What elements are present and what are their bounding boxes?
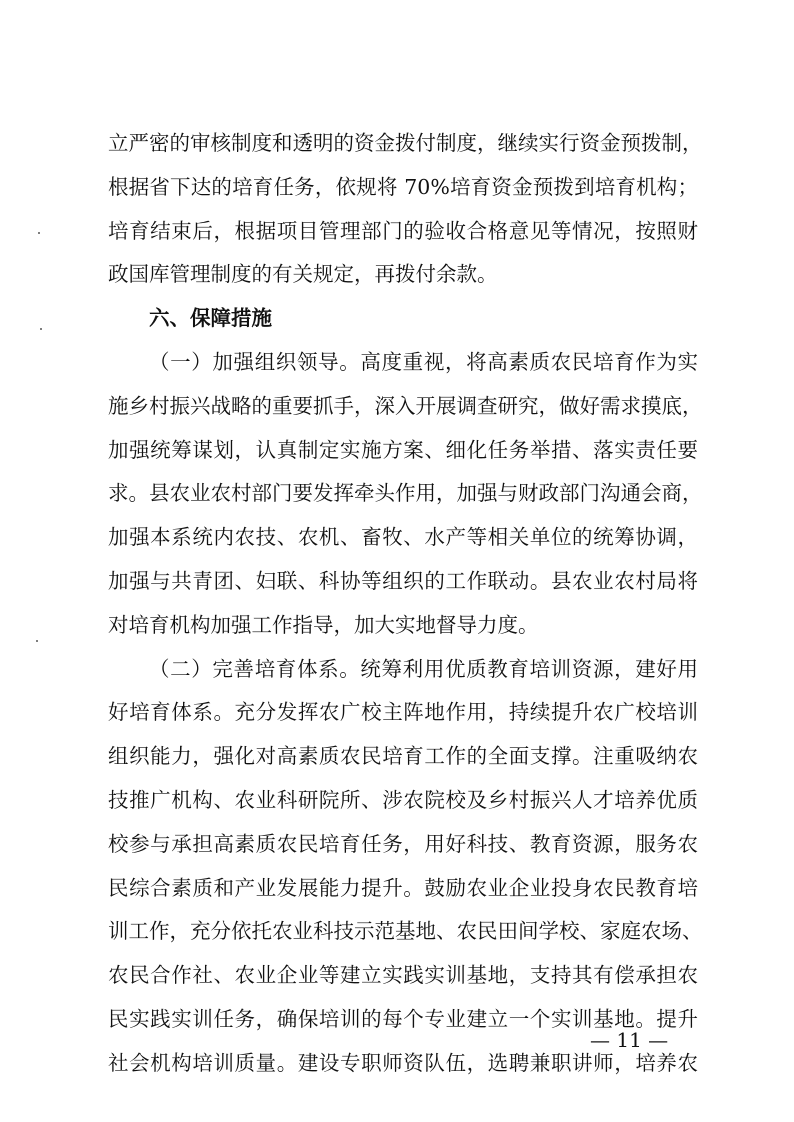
paragraph-last-line: 政国库管理制度的有关规定，再拨付余款。 [108,262,498,287]
body-text [108,122,703,1086]
paragraph-line: 施乡村振兴战略的重要抓手，深入开展调查研究，做好需求摸底， [108,393,703,418]
page-number: — 11 — [590,1028,669,1052]
paragraph-line: 培育结束后，根据项目管理部门的验收合格意见等情况，按照财 [108,218,698,243]
scan-speck [38,232,40,234]
section-heading: 六、保障措施 [149,306,272,331]
subsection-text: 完善培育体系。统筹利用优质教育培训资源，建好用 [212,656,699,681]
paragraph-line: 根据省下达的培育任务，依规将 70%培育资金预拨到培育机构； [108,174,698,199]
paragraph-line: 加强统筹谋划，认真制定实施方案、细化任务举措、落实责任要 [108,437,698,462]
scan-speck [40,328,42,330]
paragraph-line: 民实践实训任务，确保培训的每个专业建立一个实训基地。提升 [108,1006,698,1031]
subsection-text: 加强组织领导。高度重视，将高素质农民培育作为实 [212,349,699,374]
paragraph-line: 民综合素质和产业发展能力提升。鼓励农业企业投身农民教育培 [108,875,698,900]
paragraph-first-line [108,341,698,385]
paragraph-line: 训工作，充分依托农业科技示范基地、农民田间学校、家庭农场、 [108,919,703,944]
paragraph-line: 组织能力，强化对高素质农民培育工作的全面支撑。注重吸纳农 [108,744,698,769]
paragraph-line: 加强与共青团、妇联、科协等组织的工作联动。县农业农村局将 [108,568,698,593]
paragraph-line: 加强本系统内农技、农机、畜牧、水产等相关单位的统筹协调， [108,525,698,550]
paragraph-line: 好培育体系。充分发挥农广校主阵地作用，持续提升农广校培训 [108,700,698,725]
paragraph-line: 技推广机构、农业科研院所、涉农院校及乡村振兴人才培养优质 [108,787,698,812]
paragraph-line: 求。县农业农村部门要发挥牵头作用，加强与财政部门沟通会商， [108,481,703,506]
paragraph-line: 立严密的审核制度和透明的资金拨付制度，继续实行资金预拨制， [108,131,703,155]
subsection-label: （二） [149,656,213,681]
scan-speck [36,640,38,642]
paragraph-line: 社会机构培训质量。建设专职师资队伍，选聘兼职讲师，培养农 [108,1050,698,1075]
paragraph-line: 农民合作社、农业企业等建立实践实训基地，支持其有偿承担农 [108,963,698,988]
paragraph-last-line: 对培育机构加强工作指导，加大实地督导力度。 [108,612,539,637]
paragraph-line: 校参与承担高素质农民培育任务，用好科技、教育资源，服务农 [108,831,698,856]
subsection-label: （一） [149,349,213,374]
paragraph-first-line [108,648,698,692]
